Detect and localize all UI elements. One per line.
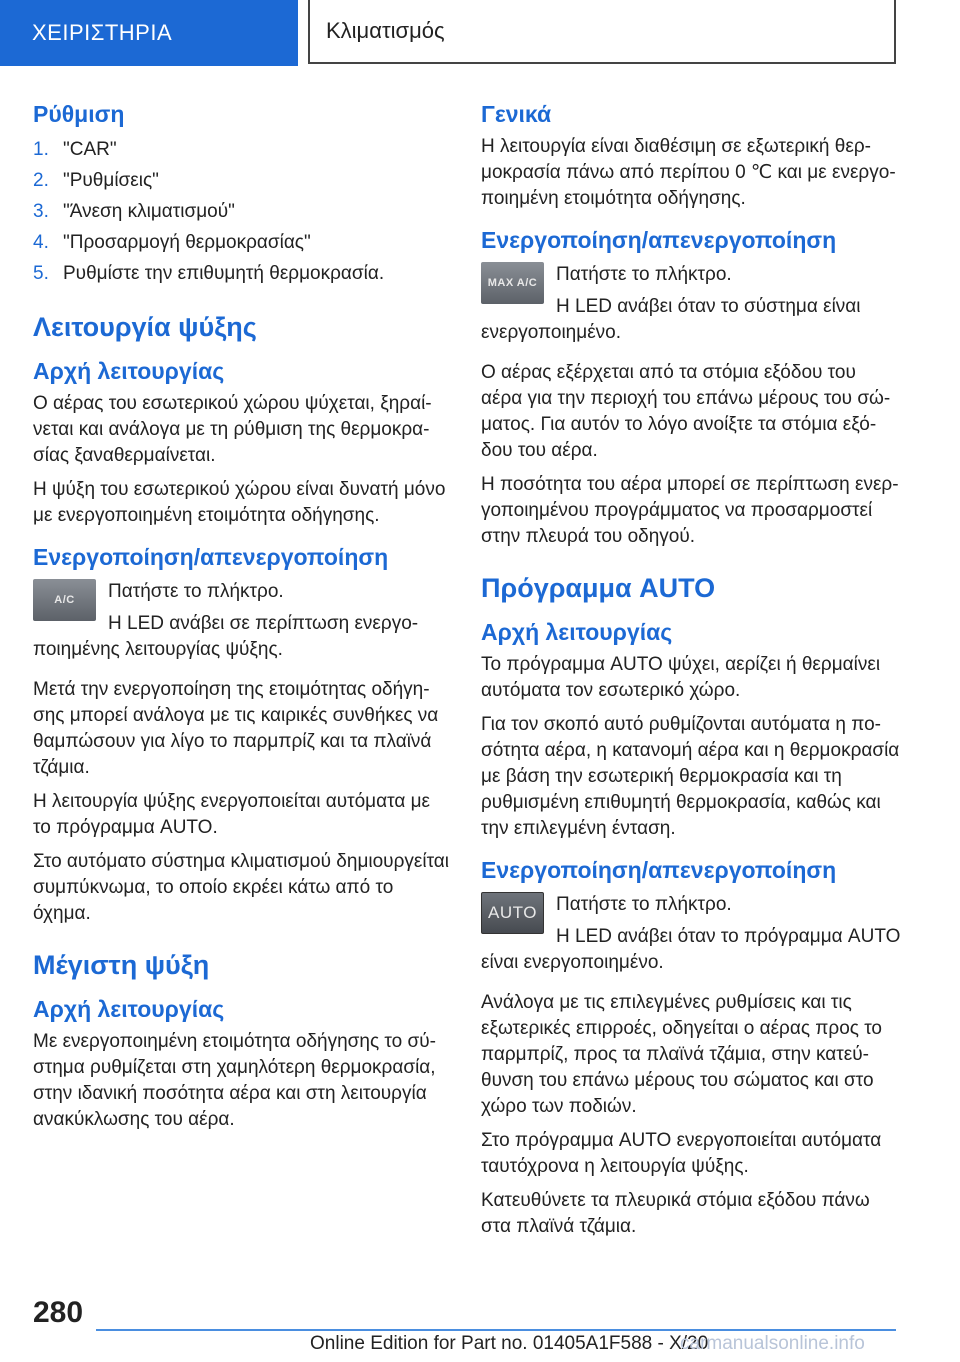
after-activation-text-3: Στο αυτόματο σύστημα κλιματισμού δημιουργείται συμπύκνωμα, το οποίο εκρέει κάτω από το όχημα. [33,851,450,924]
air-text-2: Η ποσότητα του αέρα μπορεί σε περίπτωση ενεργοποιημένου προγράμματος να προσαρμοστεί στην πλευρά του οδηγού. [481,474,899,547]
step-number: 3. [33,201,49,222]
step-text: Ρυθμίστε την επιθυμητή θερμοκρασία. [63,263,385,284]
cooling-principle-text-2: Η ψύξη του εσωτερικού χώρου είναι δυνατή μόνο με ενεργοποιημένη ετοιμότητα οδήγησης. [33,479,446,526]
press-key-text: Πατήστε το πλήκτρο. [556,264,732,285]
auto-key-icon: AUTO [481,892,544,934]
ac-key-icon: A/C [33,579,96,621]
step-number: 4. [33,232,49,253]
auto-principle-heading: Αρχή λειτουργίας [481,619,673,645]
auto-text-3: Ανάλογα με τις επιλεγμένες ρυθμίσεις και τις εξωτερικές επιρροές, οδηγείται ο αέρας προς το παρμπρίζ, προς τα πλαϊνά τζάμια, στην κατεύθυνση του επάνω μέρους του σώματος και στο χώρο των ποδιών. [481,992,882,1117]
list-item [33,227,451,258]
cooling-heading: Λειτουργία ψύξης [33,312,257,342]
watermark: carmanualsonline.info [680,1333,865,1354]
cooling-principle-heading: Αρχή λειτουργίας [33,358,225,384]
auto-button-instructions [481,892,901,982]
footer-edition: Online Edition for Part no. 01405A1F588 - X/20 [310,1333,709,1354]
header-section-tab: ΧΕΙΡΙΣΤΗΡΙΑ [0,0,298,66]
right-column [481,96,901,1248]
maxac-button-instructions [481,262,901,352]
ac-button-instructions [33,579,451,669]
step-text: "CAR" [63,139,117,160]
left-column [33,96,451,1141]
page-number: 280 [33,1296,84,1329]
after-activation-text-1: Μετά την ενεργοποίηση της ετοιμότητας οδήγησης μπορεί ανάλογα με τις καιρικές συνθήκες να θαμπώσουν για λίγο το παρμπρίζ και τα πλαϊνά τζάμια. [33,679,439,778]
step-text: "Άνεση κλιματισμού" [63,201,235,222]
max-ac-key-icon: MAX A/C [481,262,544,304]
auto-text-4: Στο πρόγραμμα AUTO ενεργοποιείται αυτόματα ταυτόχρονα η λειτουργία ψύξης. [481,1130,882,1177]
auto-toggle-heading: Ενεργοποίηση/απενεργοποίηση [481,857,837,883]
auto-led-text: Η LED ανάβει όταν το πρόγραμμα AUTO είναι ενεργοποιημένο. [481,926,901,973]
air-text-1: Ο αέρας εξέρχεται από τα στόμια εξόδου του αέρα για την περιοχή του επάνω μέρους του σώματος. Για αυτόν το λόγο ανοίξτε τα στόμια εξόδου του αέρα. [481,362,891,461]
press-key-text: Πατήστε το πλήκτρο. [108,581,284,602]
press-key-text: Πατήστε το πλήκτρο. [556,894,732,915]
auto-program-heading: Πρόγραμμα AUTO [481,573,716,603]
step-text: "Ρυθμίσεις" [63,170,159,191]
general-heading: Γενικά [481,101,552,127]
list-item [33,196,451,227]
max-principle-heading: Αρχή λειτουργίας [33,996,225,1022]
maxac-led-text: Η LED ανάβει όταν το σύστημα είναι ενεργοποιημένο. [481,296,861,343]
step-number: 5. [33,263,49,284]
step-number: 1. [33,139,49,160]
max-toggle-heading: Ενεργοποίηση/απενεργοποίηση [481,227,837,253]
footer-divider [96,1329,896,1331]
ac-led-text: Η LED ανάβει σε περίπτωση ενεργοποιημένης λειτουργίας ψύξης. [33,613,419,660]
step-number: 2. [33,170,49,191]
cooling-toggle-heading: Ενεργοποίηση/απενεργοποίηση [33,544,389,570]
step-text: "Προσαρμογή θερμοκρασίας" [63,232,311,253]
settings-steps [33,134,451,289]
max-principle-text: Με ενεργοποιημένη ετοιμότητα οδήγησης το σύστημα ρυθμίζεται στη χαμηλότερη θερμοκρασία, στην ιδανική ποσότητα αέρα και στη λειτουργία ανακύκλωσης του αέρα. [33,1031,436,1130]
max-cooling-heading: Μέγιστη ψύξη [33,950,210,980]
settings-heading: Ρύθμιση [33,101,125,127]
auto-text-2: Για τον σκοπό αυτό ρυθμίζονται αυτόματα η ποσότητα αέρα, η κατανομή αέρα και η θερμοκρασία με βάση την εσωτερική θερμοκρασία και τη ρυθμισμένη επιθυμητή θερμοκρασία, καθώς και την επιλεγμένη ένταση. [481,714,900,839]
list-item [33,258,451,289]
cooling-principle-text-1: Ο αέρας του εσωτερικού χώρου ψύχεται, ξηραίνεται και ανάλογα με τη ρύθμιση της θερμοκρασίας ξαναθερμαίνεται. [33,393,432,466]
general-text: Η λειτουργία είναι διαθέσιμη σε εξωτερική θερμοκρασία πάνω από περίπου 0 ℃ και με ενεργοποιημένη ετοιμότητα οδήγησης. [481,136,896,209]
auto-text-1: Το πρόγραμμα AUTO ψύχει, αερίζει ή θερμαίνει αυτόματα τον εσωτερικό χώρο. [481,654,881,701]
auto-text-5: Κατευθύνετε τα πλευρικά στόμια εξόδου πάνω στα πλαϊνά τζάμια. [481,1190,870,1237]
list-item [33,134,451,165]
header-chapter-title: Κλιματισμός [310,0,896,64]
list-item [33,165,451,196]
after-activation-text-2: Η λειτουργία ψύξης ενεργοποιείται αυτόματα με το πρόγραμμα AUTO. [33,791,431,838]
